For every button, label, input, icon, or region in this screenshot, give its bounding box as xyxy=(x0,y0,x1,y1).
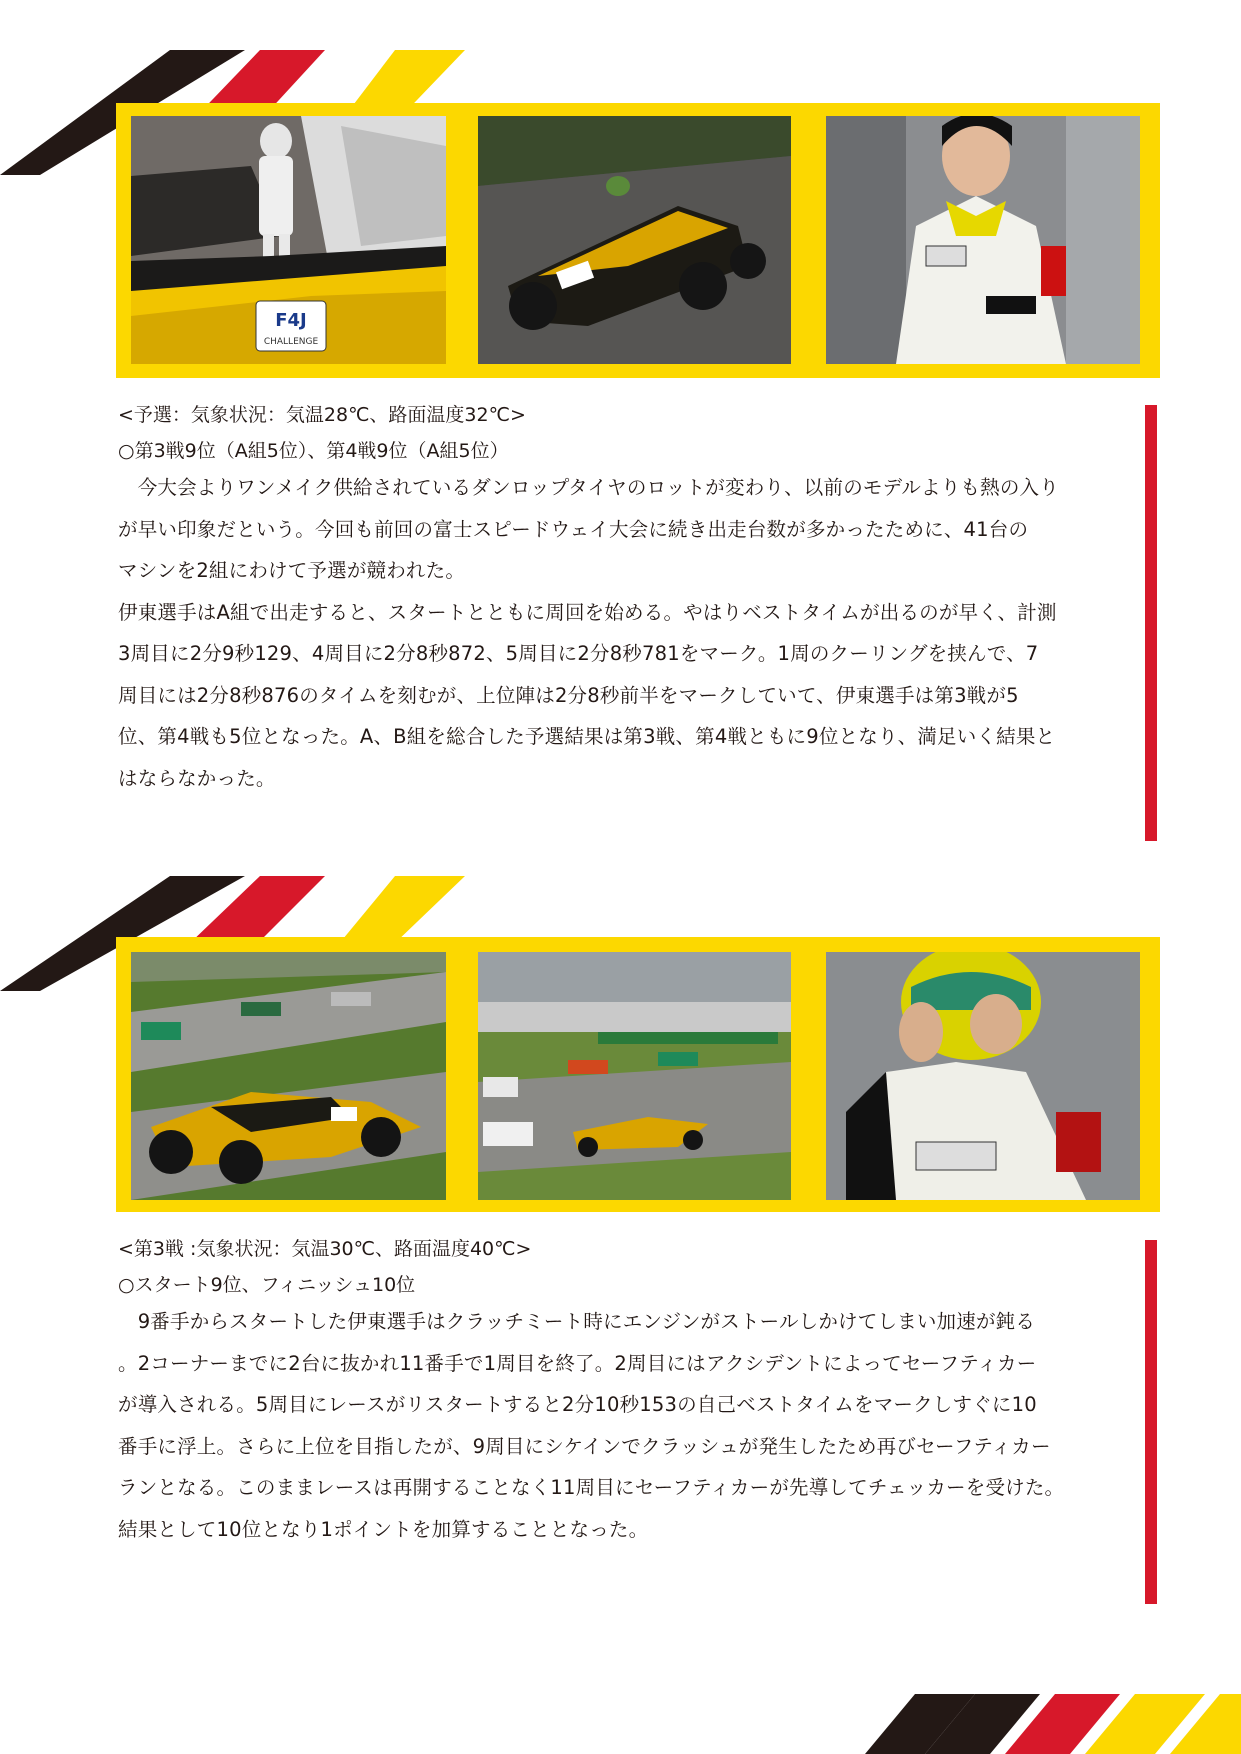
f4j-logo-text: F4J xyxy=(275,310,307,331)
qualifying-line: 今大会よりワンメイク供給されているダンロップタイヤのロットが変わり、以前のモデルよりも熱の入り xyxy=(118,476,1059,499)
qualifying-line: 3周目に2分9秒129、4周目に2分8秒872、5周目に2分8秒781をマーク。1周のクーリングを挟んで、7 xyxy=(118,642,1039,665)
photo-car-80-leading-pack xyxy=(131,952,446,1200)
qualifying-conditions: <予選：気象状況：気温28℃、路面温度32℃> xyxy=(118,404,526,426)
f4j-challenge-text: CHALLENGE xyxy=(263,337,319,347)
race3-line: 番手に浮上。さらに上位を目指したが、9周目にシケインでクラッシュが発生したため再びセーフティカー xyxy=(118,1434,1051,1458)
qualifying-line: 周目には2分8秒876のタイムを刻むが、上位陣は2分8秒前半をマークしていて、伊東選手は第3戦が5 xyxy=(118,683,1019,707)
race3-section xyxy=(118,1235,1118,1550)
qualifying-line: 位、第4戦も5位となった。A、B組を総合した予選結果は第3戦、第4戦ともに9位となり、満足いく結果と xyxy=(118,725,1056,748)
qualifying-body xyxy=(118,467,1118,799)
race3-result: ○スタート9位、フィニッシュ10位 xyxy=(118,1274,416,1296)
race3-conditions: <第3戦 :気象状況：気温30℃、路面温度40℃> xyxy=(118,1238,532,1260)
race3-line: 9番手からスタートした伊東選手はクラッチミート時にエンジンがストールしかけてしまい加速が鈍る xyxy=(118,1310,1036,1333)
photo-cars-racing-near-grandstand xyxy=(478,952,791,1200)
qualifying-line: が早い印象だという。今回も前回の富士スピードウェイ大会に続き出走台数が多かったために、41台の xyxy=(118,517,1029,541)
red-side-bar-2 xyxy=(1145,1240,1157,1604)
photo-driver-exits-car-with-f4j-challenge-logo xyxy=(131,116,446,364)
red-side-bar-1 xyxy=(1145,405,1157,841)
race3-body xyxy=(118,1301,1118,1550)
qualifying-result: ○第3戦9位（A組5位）、第4戦9位（A組5位） xyxy=(118,440,509,462)
stripes-bottom-decoration xyxy=(865,1694,1241,1754)
race3-line: 。2コーナーまでに2台に抜かれ11番手で1周目を終了。2周目にはアクシデントによってセーフティカー xyxy=(118,1351,1037,1375)
photo-driver-portrait xyxy=(826,116,1140,364)
race3-line: ランとなる。このままレースは再開することなく11周目にセーフティカーが先導してチェッカーを受けた。 xyxy=(118,1476,1065,1499)
race3-line: 結果として10位となり1ポイントを加算することとなった。 xyxy=(118,1517,649,1541)
photo-driver-putting-on-helmet xyxy=(826,952,1140,1200)
qualifying-section xyxy=(118,401,1118,799)
race3-line: が導入される。5周目にレースがリスタートすると2分10秒153の自己ベストタイムをマークしすぐに10 xyxy=(118,1393,1037,1416)
qualifying-line: マシンを2組にわけて予選が競われた。 xyxy=(118,559,466,582)
photo-car-80-on-track xyxy=(478,116,791,364)
qualifying-line: 伊東選手はA組で出走すると、スタートとともに周回を始める。やはりベストタイムが出るのが早く、計測 xyxy=(118,600,1057,624)
qualifying-line: はならなかった。 xyxy=(118,766,276,790)
